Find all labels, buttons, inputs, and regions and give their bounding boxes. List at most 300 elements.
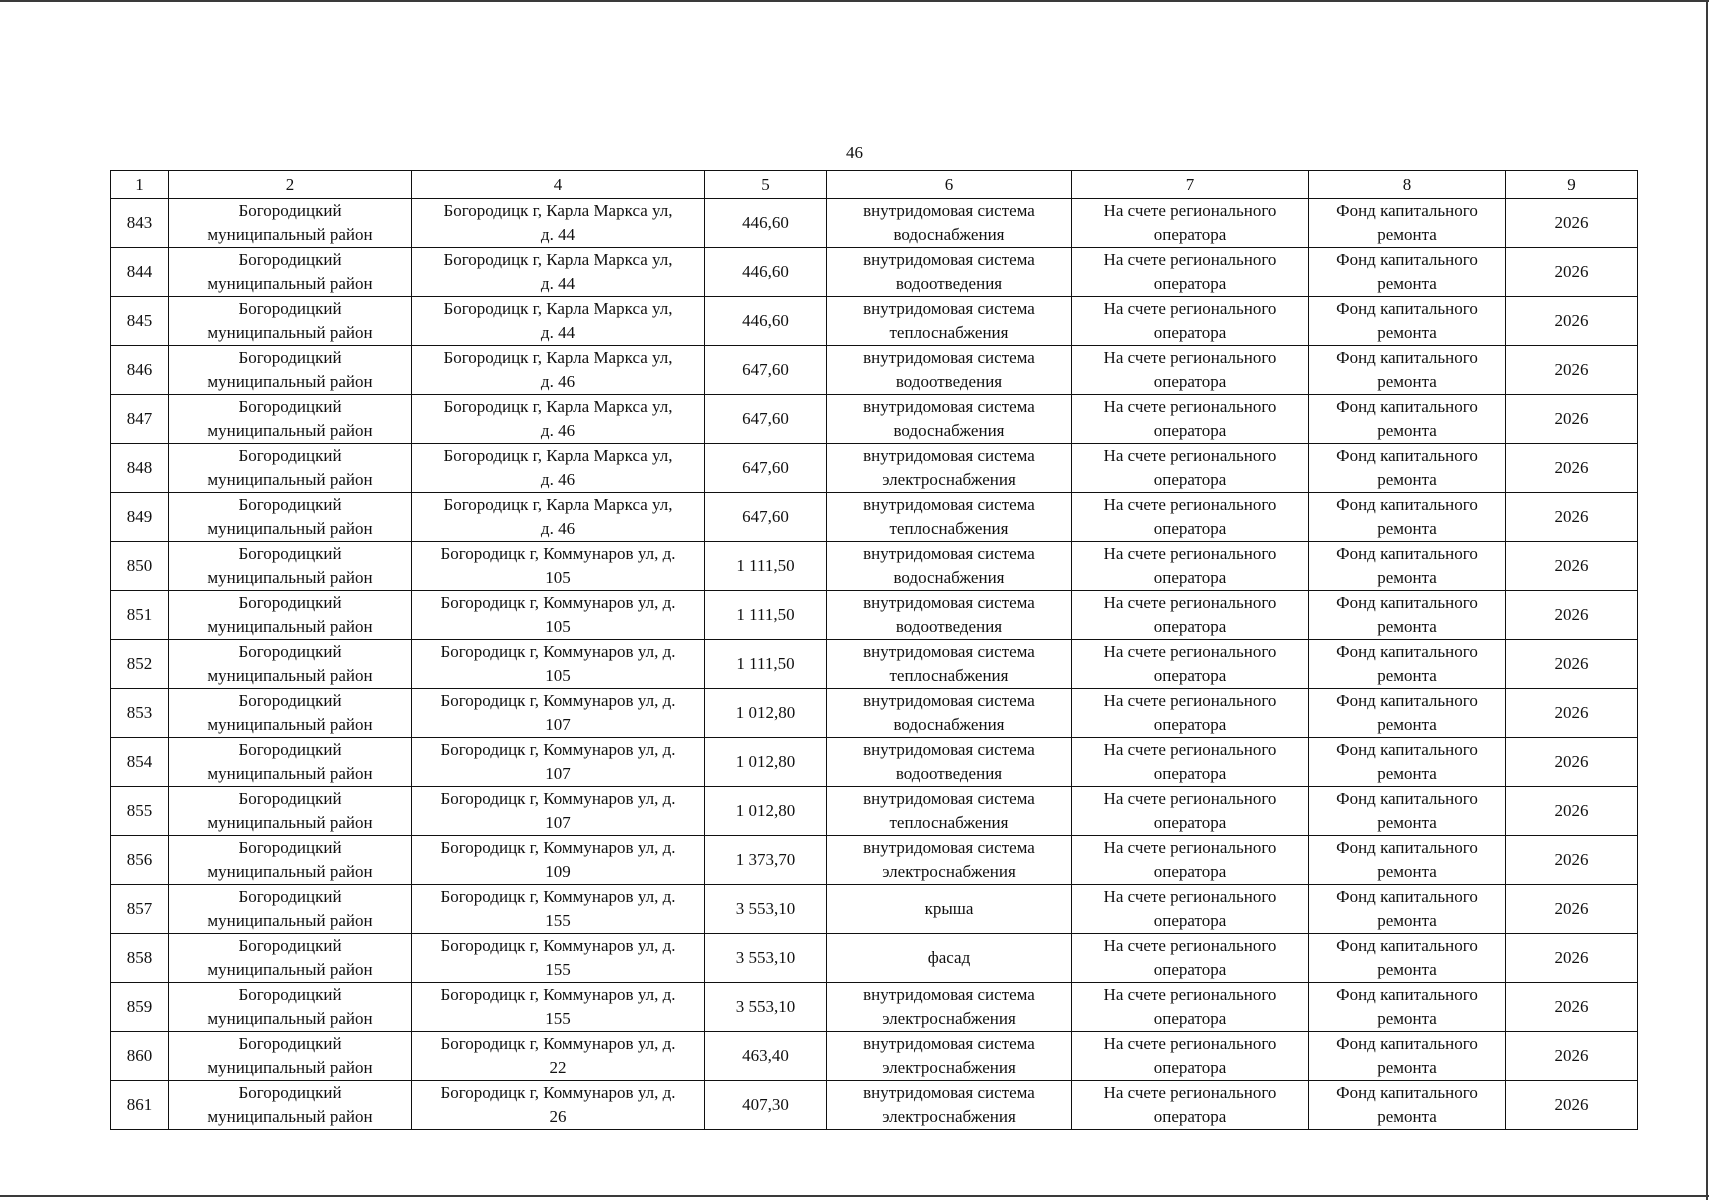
row-number-cell: [111, 983, 169, 1032]
district-text: муниципальный район: [207, 274, 373, 293]
row-number-cell: [111, 836, 169, 885]
row-number-text: 860: [126, 1046, 153, 1065]
table-row: [111, 297, 1638, 346]
funding-source-text: ремонта: [1377, 715, 1437, 734]
work-type-text: теплоснабжения: [889, 813, 1009, 832]
account-method-text: На счете регионального: [1103, 642, 1277, 661]
area-cell: [705, 738, 827, 787]
district-text: Богородицкий: [238, 1034, 342, 1053]
year-cell: [1506, 395, 1638, 444]
area-cell: [705, 346, 827, 395]
table-row: [111, 836, 1638, 885]
district-cell: [169, 689, 412, 738]
funding-source-text: ремонта: [1377, 911, 1437, 930]
address-cell: [412, 542, 705, 591]
funding-source-text: ремонта: [1377, 1058, 1437, 1077]
district-cell: [169, 1081, 412, 1130]
year-cell: [1506, 640, 1638, 689]
address-text: 109: [545, 862, 571, 881]
funding-source-cell: [1309, 493, 1506, 542]
district-cell: [169, 542, 412, 591]
area-text: 1 012,80: [735, 801, 796, 820]
address-text: Богородицк г, Карла Маркса ул,: [443, 397, 673, 416]
row-number-cell: [111, 885, 169, 934]
district-text: Богородицкий: [238, 691, 342, 710]
work-type-cell: [827, 199, 1072, 248]
account-method-text: оператора: [1153, 1009, 1227, 1028]
account-method-text: На счете регионального: [1103, 1034, 1277, 1053]
table-row: [111, 395, 1638, 444]
funding-source-cell: [1309, 444, 1506, 493]
address-text: 107: [545, 715, 571, 734]
address-text: Богородицк г, Коммунаров ул, д.: [440, 1034, 676, 1053]
district-text: Богородицкий: [238, 642, 342, 661]
district-text: Богородицкий: [238, 887, 342, 906]
work-type-text: внутридомовая система: [863, 446, 1035, 465]
funding-source-text: Фонд капитального: [1336, 495, 1478, 514]
work-type-cell: [827, 346, 1072, 395]
work-type-text: водоотведения: [895, 274, 1003, 293]
header-cell: 4: [412, 171, 705, 199]
funding-source-text: ремонта: [1377, 568, 1437, 587]
work-type-cell: [827, 591, 1072, 640]
account-method-text: оператора: [1153, 1107, 1227, 1126]
address-text: 107: [545, 813, 571, 832]
account-method-cell: [1072, 395, 1309, 444]
scan-edge-top: [0, 0, 1709, 2]
address-text: Богородицк г, Коммунаров ул, д.: [440, 985, 676, 1004]
table-row: [111, 983, 1638, 1032]
address-cell: [412, 1032, 705, 1081]
account-method-text: На счете регионального: [1103, 446, 1277, 465]
work-type-text: внутридомовая система: [863, 201, 1035, 220]
address-text: 105: [545, 617, 571, 636]
address-cell: [412, 395, 705, 444]
work-type-cell: [827, 689, 1072, 738]
year-text: 2026: [1554, 1095, 1589, 1114]
year-text: 2026: [1554, 311, 1589, 330]
area-text: 647,60: [742, 409, 789, 428]
account-method-text: На счете регионального: [1103, 887, 1277, 906]
address-text: Богородицк г, Карла Маркса ул,: [443, 201, 673, 220]
account-method-text: оператора: [1153, 862, 1227, 881]
district-text: Богородицкий: [238, 348, 342, 367]
district-text: Богородицкий: [238, 593, 342, 612]
year-text: 2026: [1554, 801, 1589, 820]
table-row: [111, 591, 1638, 640]
account-method-cell: [1072, 199, 1309, 248]
funding-source-text: Фонд капитального: [1336, 1034, 1478, 1053]
area-text: 1 111,50: [736, 605, 795, 624]
district-cell: [169, 346, 412, 395]
account-method-cell: [1072, 836, 1309, 885]
district-text: муниципальный район: [207, 764, 373, 783]
area-text: 446,60: [742, 262, 789, 281]
year-cell: [1506, 493, 1638, 542]
table-row: [111, 640, 1638, 689]
funding-source-cell: [1309, 689, 1506, 738]
district-text: Богородицкий: [238, 495, 342, 514]
row-number-text: 847: [126, 409, 153, 428]
area-cell: [705, 983, 827, 1032]
funding-source-text: ремонта: [1377, 470, 1437, 489]
funding-source-text: Фонд капитального: [1336, 593, 1478, 612]
row-number-text: 853: [126, 703, 153, 722]
account-method-text: На счете регионального: [1103, 691, 1277, 710]
address-cell: [412, 1081, 705, 1130]
district-text: Богородицкий: [238, 838, 342, 857]
account-method-text: На счете регионального: [1103, 789, 1277, 808]
year-text: 2026: [1554, 850, 1589, 869]
funding-source-cell: [1309, 885, 1506, 934]
address-text: д. 44: [540, 225, 576, 244]
address-cell: [412, 591, 705, 640]
address-cell: [412, 689, 705, 738]
address-text: д. 46: [540, 421, 576, 440]
district-text: муниципальный район: [207, 911, 373, 930]
funding-source-text: ремонта: [1377, 323, 1437, 342]
district-cell: [169, 983, 412, 1032]
account-method-text: оператора: [1153, 372, 1227, 391]
funding-source-cell: [1309, 983, 1506, 1032]
funding-source-text: Фонд капитального: [1336, 642, 1478, 661]
year-text: 2026: [1554, 1046, 1589, 1065]
header-cell: 1: [111, 171, 169, 199]
work-type-text: внутридомовая система: [863, 544, 1035, 563]
work-type-text: внутридомовая система: [863, 593, 1035, 612]
work-type-cell: [827, 640, 1072, 689]
funding-source-cell: [1309, 591, 1506, 640]
account-method-cell: [1072, 1081, 1309, 1130]
row-number-cell: [111, 297, 169, 346]
account-method-cell: [1072, 493, 1309, 542]
work-type-cell: [827, 444, 1072, 493]
area-text: 463,40: [742, 1046, 789, 1065]
district-text: Богородицкий: [238, 250, 342, 269]
address-cell: [412, 297, 705, 346]
row-number-text: 855: [126, 801, 153, 820]
year-cell: [1506, 542, 1638, 591]
account-method-text: На счете регионального: [1103, 250, 1277, 269]
address-cell: [412, 640, 705, 689]
district-cell: [169, 591, 412, 640]
year-text: 2026: [1554, 262, 1589, 281]
work-type-cell: [827, 934, 1072, 983]
year-text: 2026: [1554, 703, 1589, 722]
address-cell: [412, 346, 705, 395]
area-cell: [705, 934, 827, 983]
work-type-text: внутридомовая система: [863, 299, 1035, 318]
year-text: 2026: [1554, 948, 1589, 967]
district-text: муниципальный район: [207, 862, 373, 881]
year-cell: [1506, 885, 1638, 934]
year-text: 2026: [1554, 556, 1589, 575]
work-type-text: фасад: [927, 948, 971, 967]
district-text: Богородицкий: [238, 397, 342, 416]
address-text: д. 44: [540, 323, 576, 342]
address-cell: [412, 934, 705, 983]
district-cell: [169, 738, 412, 787]
row-number-cell: [111, 542, 169, 591]
district-text: Богородицкий: [238, 446, 342, 465]
row-number-cell: [111, 493, 169, 542]
address-text: Богородицк г, Коммунаров ул, д.: [440, 789, 676, 808]
district-cell: [169, 836, 412, 885]
work-type-text: внутридомовая система: [863, 495, 1035, 514]
account-method-text: оператора: [1153, 519, 1227, 538]
district-cell: [169, 1032, 412, 1081]
district-text: муниципальный район: [207, 617, 373, 636]
funding-source-cell: [1309, 346, 1506, 395]
account-method-text: На счете регионального: [1103, 544, 1277, 563]
district-text: муниципальный район: [207, 1107, 373, 1126]
work-type-text: электроснабжения: [882, 470, 1016, 489]
account-method-cell: [1072, 640, 1309, 689]
account-method-text: оператора: [1153, 764, 1227, 783]
district-cell: [169, 493, 412, 542]
area-cell: [705, 199, 827, 248]
district-text: муниципальный район: [207, 960, 373, 979]
account-method-text: оператора: [1153, 274, 1227, 293]
funding-source-text: Фонд капитального: [1336, 1083, 1478, 1102]
row-number-text: 856: [126, 850, 153, 869]
account-method-text: оператора: [1153, 666, 1227, 685]
account-method-text: На счете регионального: [1103, 1083, 1277, 1102]
funding-source-cell: [1309, 199, 1506, 248]
row-number-cell: [111, 934, 169, 983]
row-number-text: 861: [126, 1095, 153, 1114]
district-text: Богородицкий: [238, 299, 342, 318]
work-type-text: внутридомовая система: [863, 1034, 1035, 1053]
area-cell: [705, 1032, 827, 1081]
account-method-text: оператора: [1153, 813, 1227, 832]
area-cell: [705, 297, 827, 346]
funding-source-text: ремонта: [1377, 617, 1437, 636]
district-text: муниципальный район: [207, 470, 373, 489]
address-cell: [412, 248, 705, 297]
year-cell: [1506, 689, 1638, 738]
address-text: 26: [549, 1107, 567, 1126]
area-text: 1 373,70: [735, 850, 796, 869]
work-type-cell: [827, 787, 1072, 836]
account-method-text: На счете регионального: [1103, 985, 1277, 1004]
account-method-text: оператора: [1153, 225, 1227, 244]
table-row: [111, 885, 1638, 934]
work-type-text: теплоснабжения: [889, 519, 1009, 538]
account-method-cell: [1072, 787, 1309, 836]
district-cell: [169, 444, 412, 493]
district-cell: [169, 395, 412, 444]
row-number-cell: [111, 640, 169, 689]
work-type-cell: [827, 297, 1072, 346]
work-type-text: теплоснабжения: [889, 666, 1009, 685]
work-type-cell: [827, 1081, 1072, 1130]
year-cell: [1506, 199, 1638, 248]
account-method-text: На счете регионального: [1103, 201, 1277, 220]
account-method-cell: [1072, 248, 1309, 297]
work-type-text: внутридомовая система: [863, 691, 1035, 710]
row-number-text: 844: [126, 262, 153, 281]
work-type-text: водоотведения: [895, 372, 1003, 391]
funding-source-text: Фонд капитального: [1336, 544, 1478, 563]
year-text: 2026: [1554, 507, 1589, 526]
row-number-cell: [111, 689, 169, 738]
district-text: муниципальный район: [207, 225, 373, 244]
address-text: 155: [545, 960, 571, 979]
year-text: 2026: [1554, 409, 1589, 428]
address-text: Богородицк г, Карла Маркса ул,: [443, 299, 673, 318]
account-method-text: На счете регионального: [1103, 740, 1277, 759]
account-method-cell: [1072, 885, 1309, 934]
table-row: [111, 787, 1638, 836]
table-row: [111, 1081, 1638, 1130]
table-row: [111, 1032, 1638, 1081]
account-method-text: На счете регионального: [1103, 348, 1277, 367]
address-cell: [412, 885, 705, 934]
row-number-cell: [111, 1081, 169, 1130]
row-number-text: 848: [126, 458, 153, 477]
funding-source-cell: [1309, 934, 1506, 983]
district-text: Богородицкий: [238, 544, 342, 563]
account-method-text: На счете регионального: [1103, 838, 1277, 857]
table-body: [111, 199, 1638, 1130]
account-method-text: На счете регионального: [1103, 593, 1277, 612]
account-method-text: оператора: [1153, 617, 1227, 636]
area-cell: [705, 1081, 827, 1130]
funding-source-text: Фонд капитального: [1336, 348, 1478, 367]
account-method-cell: [1072, 983, 1309, 1032]
address-text: 107: [545, 764, 571, 783]
row-number-text: 857: [126, 899, 153, 918]
address-text: 155: [545, 1009, 571, 1028]
address-cell: [412, 983, 705, 1032]
district-text: муниципальный район: [207, 1009, 373, 1028]
area-text: 446,60: [742, 311, 789, 330]
year-text: 2026: [1554, 360, 1589, 379]
address-cell: [412, 199, 705, 248]
row-number-text: 854: [126, 752, 153, 771]
district-text: Богородицкий: [238, 740, 342, 759]
address-cell: [412, 444, 705, 493]
funding-source-text: Фонд капитального: [1336, 936, 1478, 955]
page-number: 46: [846, 143, 863, 162]
funding-source-text: Фонд капитального: [1336, 838, 1478, 857]
area-text: 1 012,80: [735, 752, 796, 771]
work-type-text: внутридомовая система: [863, 740, 1035, 759]
account-method-text: оператора: [1153, 960, 1227, 979]
funding-source-text: ремонта: [1377, 666, 1437, 685]
scan-edge-bottom: [0, 1195, 1709, 1197]
district-text: Богородицкий: [238, 1083, 342, 1102]
area-text: 647,60: [742, 507, 789, 526]
work-type-cell: [827, 248, 1072, 297]
account-method-cell: [1072, 297, 1309, 346]
row-number-text: 849: [126, 507, 153, 526]
work-type-cell: [827, 493, 1072, 542]
district-text: Богородицкий: [238, 936, 342, 955]
address-text: Богородицк г, Коммунаров ул, д.: [440, 691, 676, 710]
area-cell: [705, 885, 827, 934]
account-method-cell: [1072, 1032, 1309, 1081]
funding-source-cell: [1309, 248, 1506, 297]
district-cell: [169, 787, 412, 836]
account-method-cell: [1072, 346, 1309, 395]
year-cell: [1506, 346, 1638, 395]
work-type-text: внутридомовая система: [863, 397, 1035, 416]
funding-source-cell: [1309, 1081, 1506, 1130]
row-number-text: 843: [126, 213, 153, 232]
work-type-text: внутридомовая система: [863, 1083, 1035, 1102]
work-type-cell: [827, 395, 1072, 444]
funding-source-text: Фонд капитального: [1336, 299, 1478, 318]
district-cell: [169, 297, 412, 346]
account-method-text: На счете регионального: [1103, 936, 1277, 955]
header-cell: 6: [827, 171, 1072, 199]
header-cell: 7: [1072, 171, 1309, 199]
area-cell: [705, 493, 827, 542]
district-text: Богородицкий: [238, 201, 342, 220]
district-text: муниципальный район: [207, 372, 373, 391]
repair-register-table: [110, 170, 1638, 1130]
work-type-text: внутридомовая система: [863, 348, 1035, 367]
address-cell: [412, 787, 705, 836]
row-number-cell: [111, 1032, 169, 1081]
table-row: [111, 689, 1638, 738]
table-row: [111, 248, 1638, 297]
work-type-text: крыша: [924, 899, 974, 918]
funding-source-text: ремонта: [1377, 372, 1437, 391]
account-method-text: оператора: [1153, 568, 1227, 587]
account-method-cell: [1072, 689, 1309, 738]
district-text: муниципальный район: [207, 813, 373, 832]
account-method-text: оператора: [1153, 911, 1227, 930]
work-type-cell: [827, 983, 1072, 1032]
year-cell: [1506, 983, 1638, 1032]
row-number-cell: [111, 738, 169, 787]
work-type-text: внутридомовая система: [863, 985, 1035, 1004]
work-type-text: внутридомовая система: [863, 838, 1035, 857]
work-type-text: водоснабжения: [893, 715, 1005, 734]
scan-edge-right: [1706, 0, 1708, 1200]
area-text: 3 553,10: [735, 899, 796, 918]
area-text: 446,60: [742, 213, 789, 232]
account-method-cell: [1072, 738, 1309, 787]
work-type-text: внутридомовая система: [863, 642, 1035, 661]
account-method-cell: [1072, 934, 1309, 983]
area-text: 407,30: [742, 1095, 789, 1114]
account-method-text: На счете регионального: [1103, 397, 1277, 416]
row-number-text: 852: [126, 654, 153, 673]
funding-source-cell: [1309, 836, 1506, 885]
area-cell: [705, 787, 827, 836]
table-row: [111, 199, 1638, 248]
account-method-cell: [1072, 542, 1309, 591]
table-row: [111, 738, 1638, 787]
year-text: 2026: [1554, 752, 1589, 771]
header-cell: 2: [169, 171, 412, 199]
address-text: Богородицк г, Карла Маркса ул,: [443, 250, 673, 269]
row-number-text: 845: [126, 311, 153, 330]
address-text: Богородицк г, Коммунаров ул, д.: [440, 838, 676, 857]
table-row: [111, 493, 1638, 542]
work-type-text: электроснабжения: [882, 1107, 1016, 1126]
account-method-cell: [1072, 591, 1309, 640]
funding-source-cell: [1309, 395, 1506, 444]
work-type-text: внутридомовая система: [863, 250, 1035, 269]
district-text: Богородицкий: [238, 985, 342, 1004]
work-type-cell: [827, 885, 1072, 934]
table-row: [111, 934, 1638, 983]
